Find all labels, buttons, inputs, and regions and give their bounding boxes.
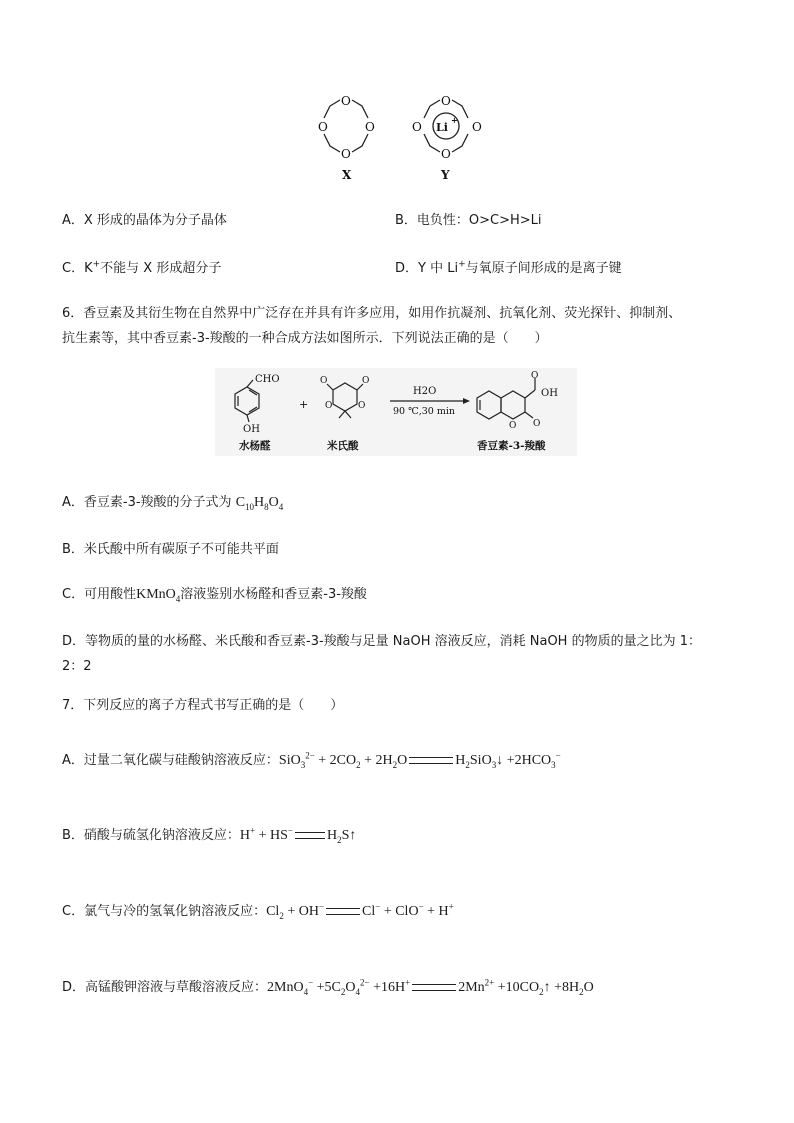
atom-o: O	[325, 401, 333, 411]
q5-option-b[interactable]: B．电负性：O>C>H>Li	[395, 213, 542, 228]
superscript: +	[92, 259, 101, 270]
atom-o: O	[362, 376, 370, 386]
coumarin-acid-structure	[477, 378, 535, 419]
lithium-ion: Li	[436, 121, 448, 134]
superscript: +	[458, 259, 466, 270]
option-text: D．Y 中 Li	[395, 261, 459, 276]
reactant2-label: 米氏酸	[327, 440, 359, 452]
reagent-above: H2O	[413, 386, 437, 397]
equation-c: $Cl_2 + OH^-$ Cl− + ClO− + H+	[266, 901, 454, 921]
option-text: 不能与 X 形成超分子	[100, 261, 222, 276]
equation-a: $SiO_3^{2-} + 2CO_2 + 2H_2O$ $H_2SiO_3↓ +2HCO_3^-$	[278, 750, 561, 770]
reaction-scheme-figure	[215, 368, 577, 456]
formula-c10h8o4: $C_{10}H_8O_4$	[235, 495, 284, 512]
atom-o: O	[509, 421, 517, 431]
q5-option-a[interactable]: A．X 形成的晶体为分子晶体	[62, 213, 227, 228]
option-label: D．高锰酸钾溶液与草酸溶液反应：	[62, 980, 268, 995]
atom-o: O	[472, 120, 482, 134]
atom-o: O	[358, 401, 366, 411]
q7-option-a[interactable]	[62, 749, 561, 769]
q6-option-b[interactable]: B．米氏酸中所有碳原子不可能共平面	[62, 542, 279, 557]
atom-o: O	[318, 120, 328, 134]
crown-ether-figure	[300, 86, 500, 186]
option-label: B．硝酸与硫氢化钠溶液反应：	[62, 828, 240, 843]
q6-stem-line2: 抗生素等，其中香豆素-3-羧酸的一种合成方法如图所示．下列说法正确的是（ ）	[62, 331, 548, 346]
atom-o: O	[365, 120, 375, 134]
reactant1-label: 水杨醛	[239, 440, 271, 452]
q7-stem: 7．下列反应的离子方程式书写正确的是（ ）	[62, 698, 344, 713]
atom-o: O	[320, 376, 328, 386]
plus-sign: +	[299, 398, 309, 411]
option-text: C．可用酸性	[62, 587, 137, 602]
option-label: C．氯气与冷的氢氧化钠溶液反应：	[62, 904, 267, 919]
q7-option-c[interactable]	[62, 900, 454, 920]
atom-o: O	[441, 147, 451, 161]
product-label: 香豆素-3-羧酸	[477, 440, 546, 452]
oh-group: OH	[243, 424, 260, 435]
atom-o: O	[441, 94, 451, 108]
cho-group: CHO	[255, 374, 280, 385]
atom-o: O	[531, 371, 539, 381]
option-text: 溶液鉴别水杨醛和香豆素-3-羧酸	[180, 587, 367, 602]
option-label: A．过量二氧化碳与硅酸钠溶液反应：	[62, 753, 279, 768]
option-text: 与氧原子间形成的是离子键	[465, 261, 622, 276]
ion-charge: +	[451, 115, 458, 125]
q5-option-d[interactable]	[395, 257, 622, 276]
q6-option-a[interactable]	[62, 491, 283, 511]
q6-option-c[interactable]	[62, 583, 367, 603]
formula-kmno4: KMnO$_4$	[136, 587, 181, 604]
option-text: A．香豆素-3-羧酸的分子式为	[62, 495, 232, 510]
atom-o: O	[341, 94, 351, 108]
option-text: C．K	[62, 261, 93, 276]
conditions-below: 90 ℃,30 min	[393, 406, 456, 417]
label-x: X	[342, 168, 352, 182]
oh-group: OH	[541, 388, 558, 399]
q7-option-b[interactable]	[62, 824, 356, 844]
atom-o: O	[341, 147, 351, 161]
q6-option-d-line2: 2：2	[62, 659, 92, 674]
equation-b: H+ + HS− $H_2S↑$	[239, 825, 357, 845]
q6-option-d-line1[interactable]: D．等物质的量的水杨醛、米氏酸和香豆素-3-羧酸与足量 NaOH 溶液反应，消耗 NaOH 的物质的量之比为 1：	[62, 634, 701, 649]
reaction-arrow	[390, 398, 470, 404]
q6-stem-line1: 6．香豆素及其衍生物在自然界中广泛存在并具有许多应用，如用作抗凝剂、抗氧化剂、荧光探针、抑制剂、	[62, 306, 682, 321]
salicylaldehyde-structure	[235, 380, 259, 422]
label-y: Y	[441, 168, 450, 182]
equation-d: $2MnO_4^- +5C_2O_4^{2-} +16H^+$ $2Mn^{2+}$ $+10CO_2↑ +8H_2O$	[267, 977, 594, 997]
atom-o: O	[533, 419, 541, 429]
atom-o: O	[412, 120, 422, 134]
q5-option-c[interactable]	[62, 257, 221, 276]
q7-option-d[interactable]	[62, 976, 594, 996]
